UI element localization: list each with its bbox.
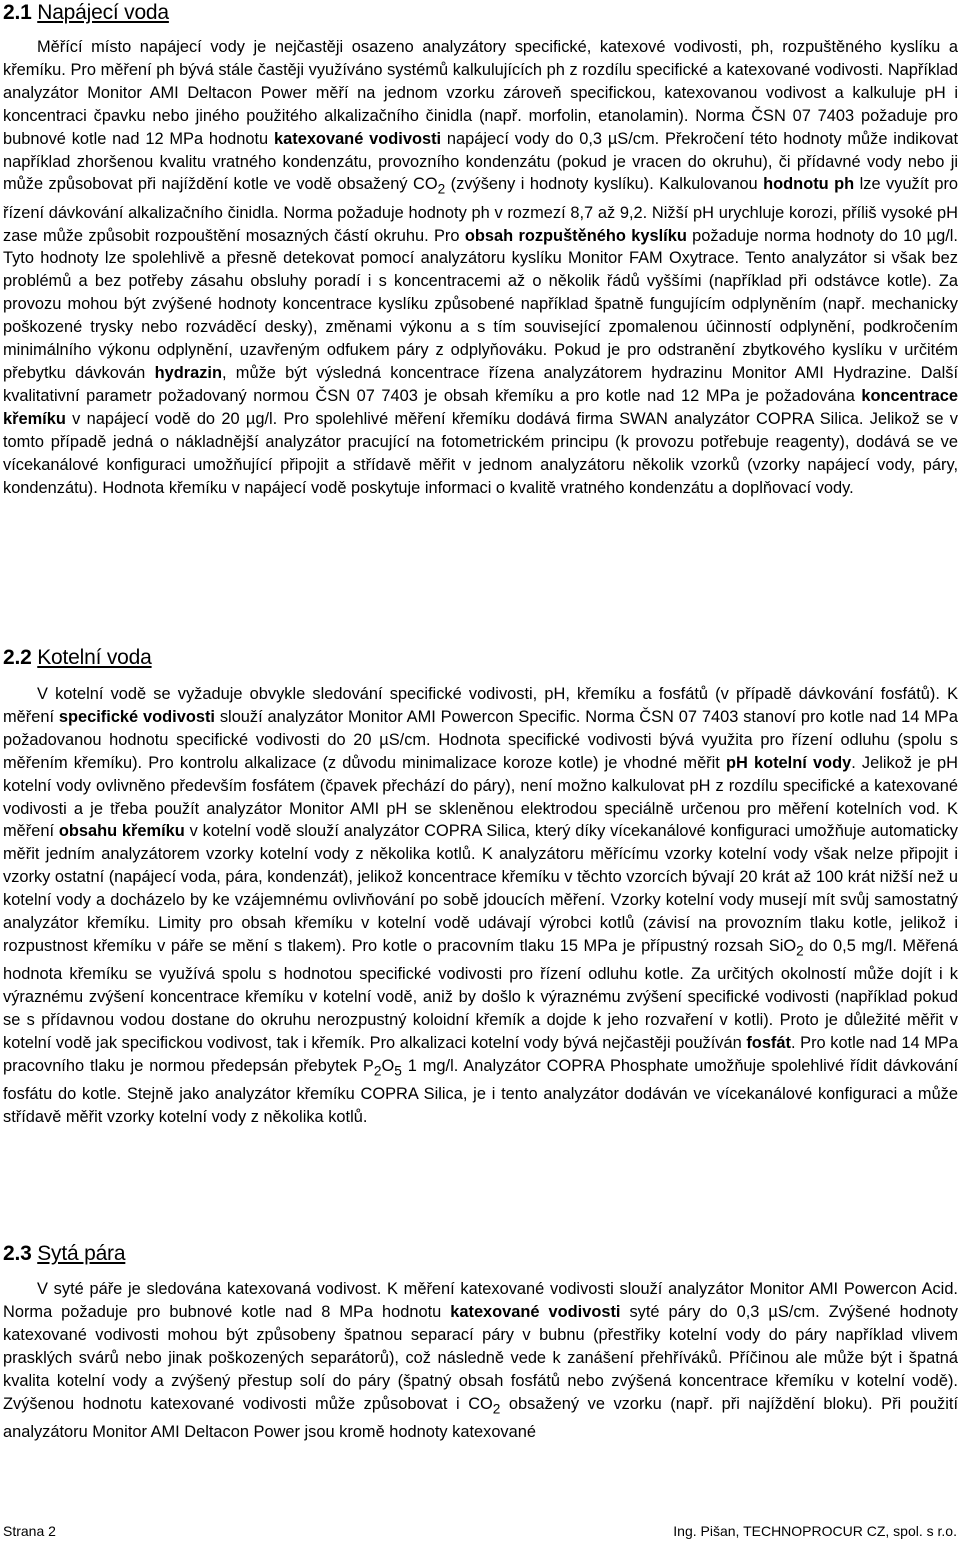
subscript-text: 2 [796,943,804,959]
section-heading-2-3 [3,1242,125,1266]
text-run: syté páry do 0,3 µS/cm. Zvýšené hodnoty katexované vodivosti mohou být způsobeny špatnou separací páry v bubnu (přestřiky kotelní vody do páry například vlivem prasklých svárů nebo jinak poškozených separátorů), což následně vede k zanášení přehříváků. Příčinou ale může být i špatná kvalita kotelní vody a zvýšený přestup solí do páry (špatný obsah fosfátů nebo zvýšená koncentrace křemíku v kotelní vodě). Zvýšenou hodnotu katexované vodivosti může způsobovat i CO [3,1302,958,1413]
text-run: obsažený ve vzorku (např. při najíždění bloku). Při použití analyzátoru Monitor AMI Deltacon Power jsou kromě hodnoty katexované [3,1394,958,1441]
section-title: Kotelní voda [37,646,152,669]
text-run: v kotelní vodě slouží analyzátor COPRA Silica, který díky vícekanálové konfiguraci umožňuje automaticky měřit jedním analyzátorem vzorky kotelní vody z několika kotlů. K analyzátoru měřícímu vzorky kotelní vody však nelze připojit i vzorky ostatní (napájecí voda, pára, kondenzát), jelikož koncentrace křemíku v těchto vzorcích bývají 20 krát až 100 krát nižší než u kotelní vody a docházelo by ke vzájemnému ovlivňování po sobě jdoucích měření. Vzorky kotelní vody musejí mít svůj samostatný analyzátor křemíku. Limity pro obsah křemíku v kotelní vodě udávají výrobci kotlů (závisí na provozním tlaku kotle, jelikož i rozpustnost křemíku v páře se mění s tlakem). Pro kotle o pracovním tlaku 15 MPa je přípustný rozsah SiO [3,822,958,955]
bold-text-run: koncentrace křemíku [3,386,958,428]
bold-text-run: katexované vodivosti [450,1302,621,1321]
section-paragraph-2-3 [3,1278,958,1444]
text-run: . Jelikož je pH kotelní vody ovlivněno především fosfátem (čpavek přechází do páry), není možno kalkulovat pH z rozdílu specifické a katexované vodivosti a je třeba použít analyzátor Monitor AMI pH se skleněnou elektrodou speciálně určenou pro měření kotelních vod. K měření [3,753,958,841]
text-run: (zvýšeny i hodnoty kyslíku). Kalkulovanou [445,175,764,194]
section-number: 2.1 [3,1,32,24]
text-run: Měřící místo napájecí vody je nejčastěji osazeno analyzátory specifické, katexové vodivosti, ph, rozpuštěného kyslíku a křemíku. Pro měření ph bývá stále častěji využíváno systémů kalkulujících ph z rozdílu specifické a katexované vodivosti. Například analyzátor Monitor AMI Deltacon Power měří na jednom vzorku zároveň specifickou, katexovanou vodivost a kalkuluje pH i koncentraci čpavku nebo jiného použitého alkalizačního činidla (např. morfolin, etanolamin). Norma ČSN 07 7403 požaduje pro bubnové kotle nad 12 MPa hodnotu [3,38,958,148]
text-run: požaduje norma hodnoty do 10 µg/l. Tyto hodnoty lze spolehlivě a přesně detekovat pomocí analyzátoru kyslíku Monitor FAM Oxytrace. Tento analyzátor si však bez problémů a bez potřeby zásahu obsluhy poradí i s koncentracemi až o několik řádů vyššími (například při odstávce kotle). Za provozu mohou být zvýšené hodnoty koncentrace kyslíku způsobené například špatně fungujícím odplyněním (např. mechanicky poškozené trysky nebo rozváděcí desky), změnami výkonu a s tím související zpomalenou účinností odplynění, podkročením minimálního výkonu odplynění, uzavřeným odfukem páry z odplyňováku. Pokud je pro odstranění zbytkového kyslíku v určitém přebytku dávkován [3,226,958,382]
bold-text-run: katexované vodivosti [274,129,442,148]
text-run: napájecí vody do 0,3 µS/cm. Překročení této hodnoty může indikovat například zhoršenou kvalitu vratného kondenzátu, provozního kondenzátu (pokud je vracen do okruhu), či přídavné vody nebo ji může způsobovat při najíždění kotle ve vodě obsažený CO [3,129,958,194]
bold-text-run: obsahu křemíku [58,822,185,841]
subscript-text: 5 [394,1063,402,1079]
bold-text-run: pH kotelní vody [725,753,852,772]
section-paragraph-2-2 [3,683,958,1129]
section-title: Sytá pára [37,1242,126,1265]
text-run: do 0,5 mg/l. Měřená hodnota křemíku se využívá spolu s hodnotou specifické vodivosti pro řízení odluhu kotle. Za určitých okolností může dojít i k výraznému zvýšení koncentrace křemíku v kotelní vodě, aniž by došlo k výraznému zvýšení specifické vodivosti (například pokud se s přídavnou vodou dostane do okruhu nerozpustný koloidní křemík a dojde k jeho rozvaření v kotli). Proto je důležité měřit v kotelní vodě jak specifickou vodivost, tak i křemík. Pro alkalizaci kotelní vody bývá nejčastěji používán [3,936,958,1052]
section-paragraph-2-1 [3,36,958,499]
bold-text-run: specifické vodivosti [58,707,215,726]
section-number: 2.2 [3,646,32,669]
text-run: slouží analyzátor Monitor AMI Powercon Specific. Norma ČSN 07 7403 stanoví pro kotle nad 14 MPa požadovanou hodnotu specifické vodivosti do 20 µS/cm. Hodnota specifické vodivosti bývá využita pro řízení odluhu (spolu s měřením křemíku). Pro kontrolu alkalizace (z důvodu minimalizace koroze kotle) je vhodné měřit [3,707,958,772]
text-run: lze využít pro řízení dávkování alkalizačního činidla. Norma požaduje hodnoty ph v rozmezí 8,7 až 9,2. Nižší pH urychluje korozi, příliš vysoké pH zase může způsobit rozpouštění mosazných částí okruhu. Pro [3,175,959,245]
subscript-text: 2 [437,181,446,197]
text-run: O [381,1056,395,1075]
bold-text-run: hydrazin [154,363,222,382]
subscript-text: 2 [492,1400,501,1416]
text-run: , může být výsledná koncentrace řízena analyzátorem hydrazinu Monitor AMI Hydrazine. Další kvalitativní parametr požadovaný normou ČSN 07 7403 je obsah křemíku a pro kotle nad 12 MPa je požadována [3,363,959,405]
section-heading-2-1 [3,1,169,25]
bold-text-run: hodnotu ph [763,175,855,194]
text-run: V kotelní vodě se vyžaduje obvykle sledování specifické vodivosti, pH, křemíku a fosfátů (v případě dávkování fosfátů). K měření [3,685,958,726]
bold-text-run: fosfát [746,1033,791,1052]
subscript-text: 2 [373,1063,382,1079]
footer-page-number: Strana 2 [3,1523,56,1539]
section-title: Napájecí voda [37,1,169,24]
footer-author: Ing. Pišan, TECHNOPROCUR CZ, spol. s r.o. [673,1523,957,1539]
section-heading-2-2 [3,646,152,670]
text-run: . Pro kotle nad 14 MPa pracovního tlaku je normou předepsán přebytek P [3,1033,958,1075]
bold-text-run: obsah rozpuštěného kyslíku [464,226,687,245]
text-run: 1 mg/l. Analyzátor COPRA Phosphate umožňuje spolehlivé řídit dávkování fosfátu do kotle. Stejně jako analyzátor křemíku COPRA Silica, je i tento analyzátor dodáván ve vícekanálové konfiguraci a může střídavě měřit vzorky kotelní vody z několika kotlů. [3,1056,958,1126]
text-run: v napájecí vodě do 20 µg/l. Pro spolehlivé měření křemíku dodává firma SWAN analyzátor COPRA Silica. Jelikož se v tomto případě jedná o nákladnější analyzátor pracující na fotometrickém principu (k provozu potřebuje reagenty), dodává se ve vícekanálové konfiguraci umožňující připojit a střídavě měřit v jednom analyzátoru několik vzorků (vzorky napájecí vody, páry, kondenzátu). Hodnota křemíku v napájecí vodě poskytuje informaci o kvalitě vratného kondenzátu a doplňovací vody. [3,409,958,497]
section-number: 2.3 [3,1242,32,1265]
text-run: V syté páře je sledována katexovaná vodivost. K měření katexované vodivosti slouží analyzátor Monitor AMI Powercon Acid. Norma požaduje pro bubnové kotle nad 8 MPa hodnotu [3,1280,958,1321]
